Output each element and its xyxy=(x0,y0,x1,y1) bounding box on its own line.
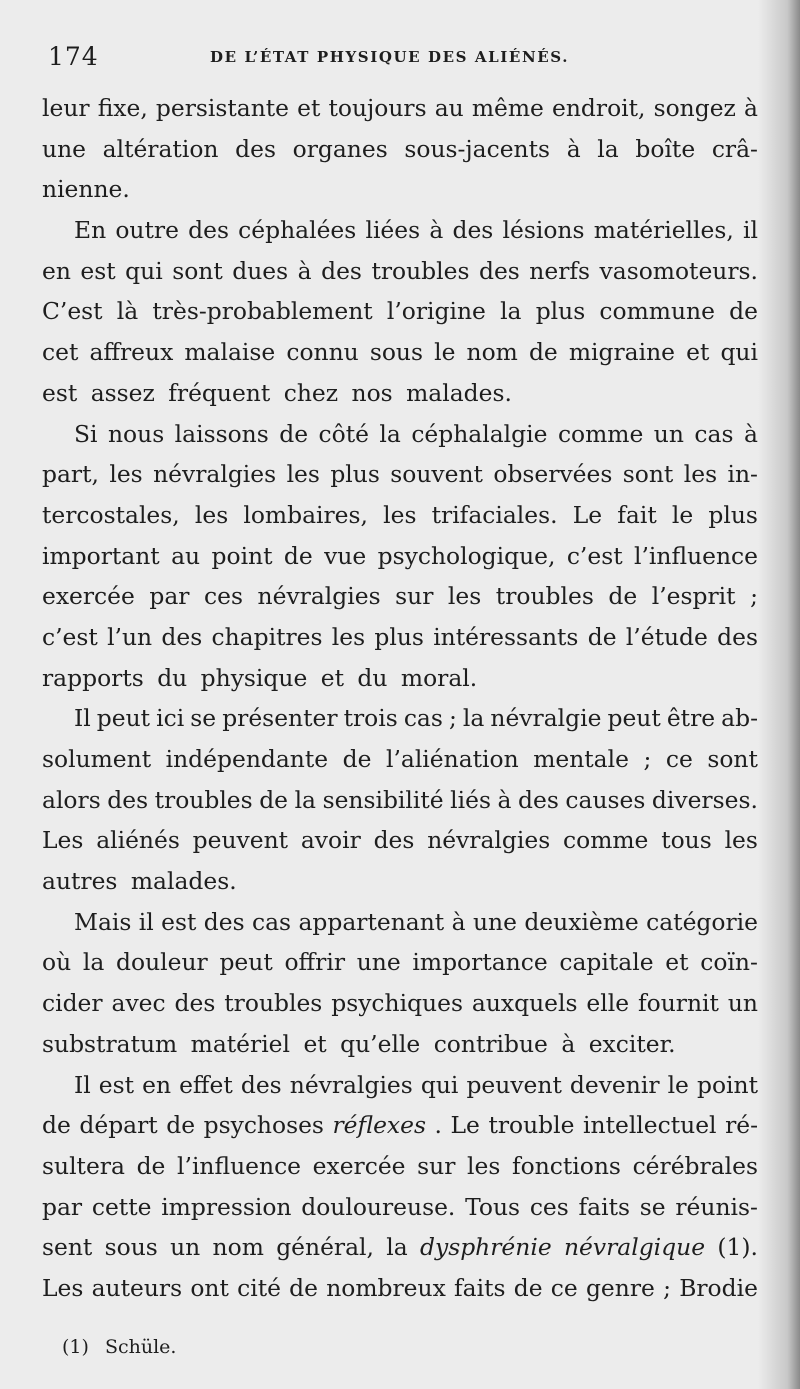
text-line: autres malades. xyxy=(42,867,237,896)
text-line: nienne. xyxy=(42,175,130,204)
text-line: tercostales, les lombaires, les trifaciales. Le fait le plus xyxy=(42,500,758,529)
text-line: En outre des céphalées liées à des lésions matérielles, il xyxy=(74,216,758,245)
running-head: DE L’ÉTAT PHYSIQUE DES ALIÉNÉS. xyxy=(210,48,570,66)
footnote-text: Schüle. xyxy=(104,1336,177,1358)
text-line: Mais il est des cas appartenant à une deuxième catégorie xyxy=(74,907,758,936)
text-line: où la douleur peut offrir une importance capitale et coïn- xyxy=(42,948,758,977)
text-line: important au point de vue psychologique, c’est l’influence xyxy=(42,541,758,570)
text-line: rapports du physique et du moral. xyxy=(42,663,478,692)
text-line: sent sous un nom général, la dysphrénie névralgique (1). xyxy=(42,1233,758,1262)
footnote-mark: (1) xyxy=(62,1336,89,1358)
text-line: Il est en effet des névralgies qui peuvent devenir le point xyxy=(74,1070,758,1099)
text-line: C’est là très-probablement l’origine la plus commune de xyxy=(42,297,758,326)
text-line: en est qui sont dues à des troubles des nerfs vasomoteurs. xyxy=(42,256,758,285)
text-line: substratum matériel et qu’elle contribue à exciter. xyxy=(42,1029,676,1058)
text-line: Les auteurs ont cité de nombreux faits de ce genre ; Brodie xyxy=(42,1273,758,1302)
text-line: une altération des organes sous-jacents à la boîte crâ- xyxy=(42,134,758,163)
text-line: c’est l’un des chapitres les plus intéressants de l’étude des xyxy=(42,622,758,651)
text-line: exercée par ces névralgies sur les troubles de l’esprit ; xyxy=(42,582,758,611)
body-text xyxy=(42,88,758,1309)
page-number: 174 xyxy=(48,42,99,71)
text-line: de départ de psychoses réflexes . Le trouble intellectuel ré- xyxy=(42,1111,758,1140)
footnote xyxy=(62,1336,176,1358)
text-line: Il peut ici se présenter trois cas ; la névralgie peut être ab- xyxy=(74,704,758,733)
text-line: Les aliénés peuvent avoir des névralgies comme tous les xyxy=(42,826,758,855)
page-edge-shadow xyxy=(758,0,800,1389)
text-line: alors des troubles de la sensibilité liés à des causes diverses. xyxy=(42,785,758,814)
text-line: Si nous laissons de côté la céphalalgie comme un cas à xyxy=(74,419,758,448)
page-header xyxy=(48,38,754,78)
text-line: sultera de l’influence exercée sur les fonctions cérébrales xyxy=(42,1151,758,1180)
text-line: leur fixe, persistante et toujours au même endroit, songez à xyxy=(42,94,758,122)
text-line: est assez fréquent chez nos malades. xyxy=(42,378,512,407)
text-line: cet affreux malaise connu sous le nom de migraine et qui xyxy=(42,338,758,367)
text-line: cider avec des troubles psychiques auxquels elle fournit un xyxy=(42,989,758,1018)
text-line: part, les névralgies les plus souvent observées sont les in- xyxy=(42,460,758,489)
text-line: par cette impression douloureuse. Tous ces faits se réunis- xyxy=(42,1192,758,1221)
text-line: solument indépendante de l’aliénation mentale ; ce sont xyxy=(42,745,758,773)
